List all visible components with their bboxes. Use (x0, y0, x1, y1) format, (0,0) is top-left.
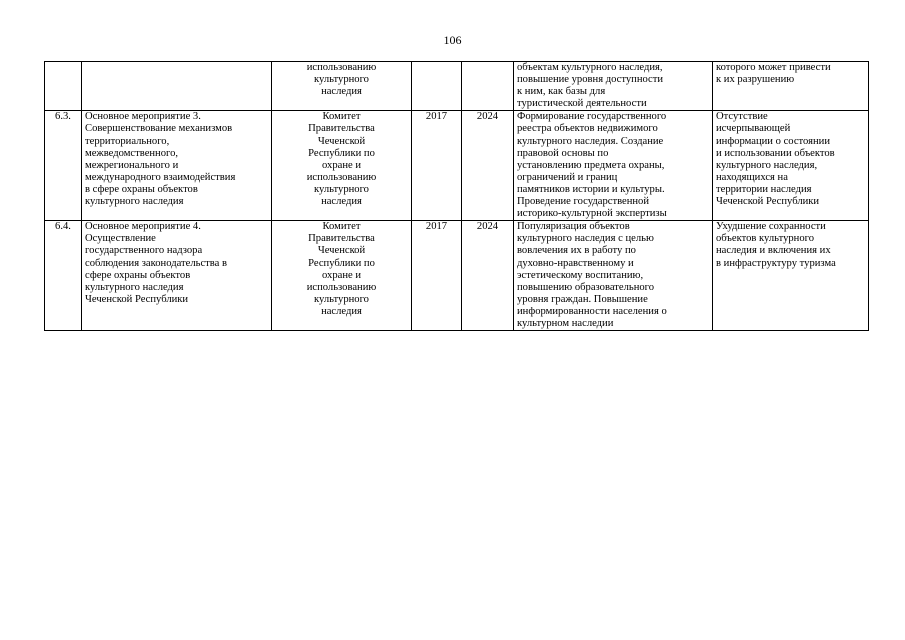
table-row-continuation (45, 62, 869, 111)
cell-name (82, 221, 272, 331)
cell-text-line: объектам культурного наследия, (517, 62, 663, 73)
cell-expected-result (514, 111, 713, 221)
cell-start-year (412, 62, 462, 111)
cell-text-line: наследия (321, 86, 362, 98)
cell-text-line: соблюдения законодательства в (85, 257, 228, 269)
cell-text-line: Популяризация объектов (517, 221, 630, 233)
cell-text-line: использованию (306, 62, 377, 73)
cell-text-line: эстетическому воспитанию, (517, 269, 644, 281)
cell-text-line: реестра объектов недвижимого (517, 123, 658, 135)
cell-text-line: Чеченской Республики (716, 196, 820, 208)
cell-text-line: вовлечения их в работу по (517, 245, 636, 257)
cell-text-line: Осуществление (85, 233, 156, 245)
cell-text-line: Правительства (308, 123, 375, 135)
cell-name (82, 62, 272, 111)
cell-start-year: 2017 (412, 111, 462, 221)
cell-text-line: духовно-нравственному и (517, 257, 634, 269)
cell-text-line: международного взаимодействия (85, 171, 236, 183)
cell-num: 6.4. (45, 221, 82, 331)
cell-executor (272, 111, 412, 221)
cell-text-line: использованию (306, 281, 377, 293)
cell-text-line: к ним, как базы для (517, 86, 606, 98)
cell-expected-result (514, 62, 713, 111)
cell-text-line: информации о состоянии (716, 135, 831, 147)
cell-text-line: территориального, (85, 135, 170, 147)
cell-text-line: культурном наследии (517, 317, 614, 329)
cell-start-year: 2017 (412, 221, 462, 331)
cell-text-line: культурного наследия, (716, 159, 818, 171)
cell-text-line: уровня граждан. Повышение (517, 293, 648, 305)
table-row-6-4 (45, 221, 869, 331)
cell-consequences (713, 111, 869, 221)
table-row-6-3 (45, 111, 869, 221)
cell-text-line: Чеченской (317, 135, 366, 147)
cell-executor (272, 62, 412, 111)
cell-text-line: культурного наследия (85, 196, 184, 208)
cell-text-line: Республики по (308, 257, 375, 269)
cell-text-line: культурного (314, 74, 369, 86)
cell-text-line: которого может привести (716, 62, 831, 73)
cell-consequences (713, 221, 869, 331)
cell-text-line: государственного надзора (85, 245, 203, 257)
cell-text-line: наследия и включения их (716, 245, 831, 257)
cell-text-line: Основное мероприятие 3. (85, 111, 201, 123)
cell-text-line: культурного наследия. Создание (517, 135, 664, 147)
cell-num: 6.3. (45, 111, 82, 221)
cell-text-line: Чеченской Республики (85, 293, 189, 305)
cell-text-line: повышение уровня доступности (517, 74, 664, 86)
cell-text-line: и использовании объектов (716, 147, 835, 159)
cell-text-line: Ухудшение сохранности (716, 221, 826, 233)
cell-text-line: охране и (321, 159, 362, 171)
cell-text-line: культурного (314, 183, 369, 195)
cell-text-line: культурного наследия (85, 281, 184, 293)
cell-text-line: Республики по (308, 147, 375, 159)
cell-text-line: территории наследия (716, 183, 812, 195)
cell-text-line: Совершенствование механизмов (85, 123, 233, 135)
cell-text-line: памятников истории и культуры. (517, 183, 665, 195)
cell-text-line: установлению предмета охраны, (517, 159, 665, 171)
cell-text-line: Комитет (322, 111, 361, 123)
cell-text-line: повышению образовательного (517, 281, 655, 293)
cell-text-line: межведомственного, (85, 147, 179, 159)
cell-text-line: Комитет (322, 221, 361, 233)
cell-text-line: использованию (306, 171, 377, 183)
cell-text-line: находящихся на (716, 171, 788, 183)
cell-text-line: историко-культурной экспертизы (517, 208, 667, 220)
cell-text-line: межрегионального и (85, 159, 179, 171)
cell-text-line: объектов культурного (716, 233, 815, 245)
cell-end-year (462, 62, 514, 111)
cell-text-line: к их разрушению (716, 74, 795, 86)
cell-expected-result (514, 221, 713, 331)
cell-name (82, 111, 272, 221)
page-number: 106 (443, 33, 462, 47)
program-activities-table (44, 61, 869, 331)
cell-text-line: Чеченской (317, 245, 366, 257)
cell-text-line: Основное мероприятие 4. (85, 221, 201, 233)
cell-text-line: культурного (314, 293, 369, 305)
cell-text-line: информированности населения о (517, 305, 667, 317)
cell-text-line: наследия (321, 305, 362, 317)
cell-executor (272, 221, 412, 331)
cell-text-line: наследия (321, 196, 362, 208)
cell-end-year: 2024 (462, 221, 514, 331)
cell-text-line: Проведение государственной (517, 196, 650, 208)
cell-text-line: Формирование государственного (517, 111, 667, 123)
cell-text-line: Отсутствие (716, 111, 768, 123)
cell-text-line: Правительства (308, 233, 375, 245)
cell-text-line: сфере охраны объектов (85, 269, 191, 281)
cell-end-year: 2024 (462, 111, 514, 221)
cell-consequences (713, 62, 869, 111)
cell-text-line: охране и (321, 269, 362, 281)
cell-text-line: культурного наследия с целью (517, 233, 654, 245)
cell-text-line: ограничений и границ (517, 171, 618, 183)
cell-text-line: исчерпывающей (716, 123, 791, 135)
cell-text-line: правовой основы по (517, 147, 609, 159)
cell-text-line: туристической деятельности (517, 98, 647, 110)
cell-text-line: в сфере охраны объектов (85, 183, 198, 195)
cell-num (45, 62, 82, 111)
cell-text-line: в инфраструктуру туризма (716, 257, 836, 269)
